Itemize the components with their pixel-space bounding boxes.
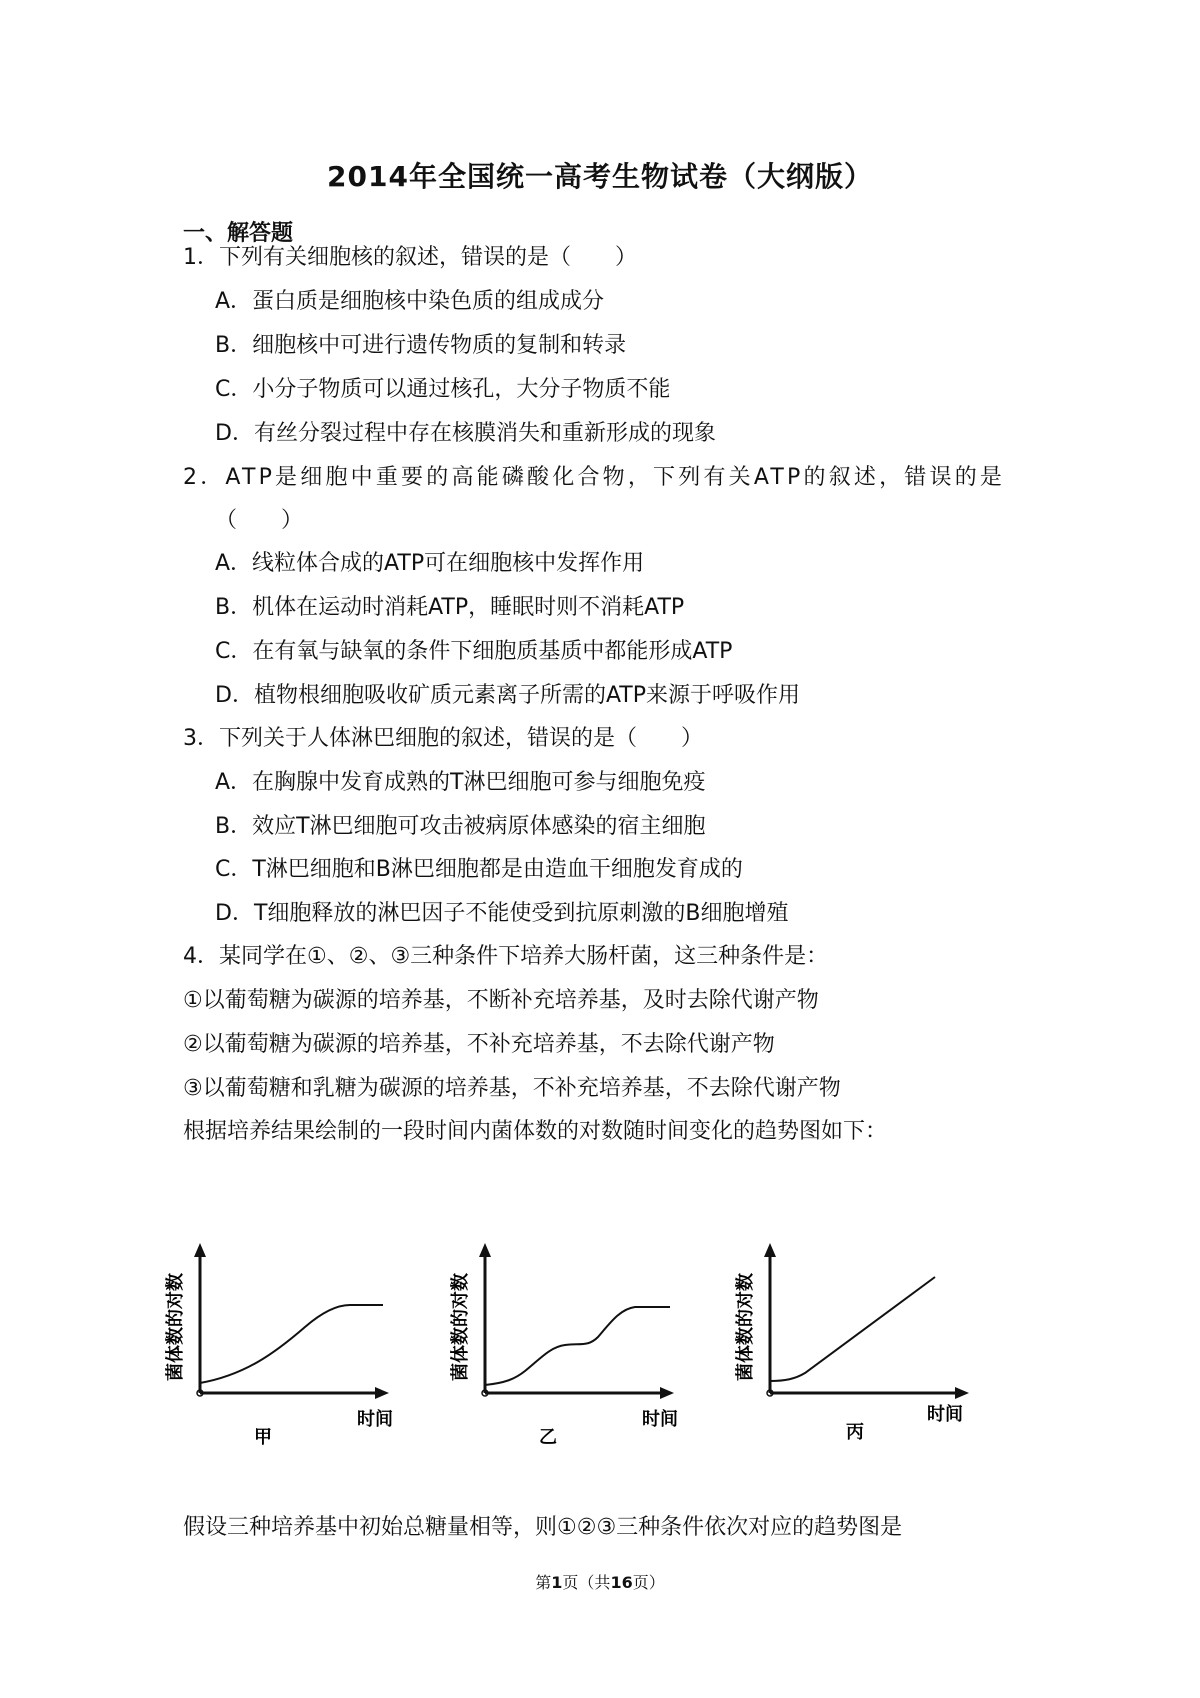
question-4-stem: 4．某同学在①、②、③三种条件下培养大肠杆菌，这三种条件是： [183, 944, 829, 969]
question-3-option-a: A．在胸腺中发育成熟的T淋巴细胞可参与细胞免疫 [215, 770, 706, 795]
footer-prefix: 第 [535, 1573, 552, 1592]
footer-middle: 页（共 [562, 1573, 611, 1592]
chart-caption: 乙 [539, 1427, 557, 1448]
page-footer [0, 1570, 1200, 1593]
question-4-condition-2: ②以葡萄糖为碳源的培养基，不补充培养基，不去除代谢产物 [183, 1032, 775, 1057]
footer-total-pages: 16 [610, 1573, 633, 1592]
y-axis-label: 菌体数的对数 [735, 1273, 756, 1381]
question-4-condition-1: ①以葡萄糖为碳源的培养基，不断补充培养基，及时去除代谢产物 [183, 988, 819, 1013]
question-2-option-b: B．机体在运动时消耗ATP，睡眠时则不消耗ATP [215, 595, 685, 620]
section-heading: 一、解答题 [183, 221, 294, 246]
chart-bing-svg [735, 1243, 1015, 1468]
chart-caption: 丙 [846, 1422, 864, 1443]
series-line [485, 1307, 670, 1385]
y-axis-label: 菌体数的对数 [450, 1273, 471, 1381]
x-axis-arrow [660, 1387, 674, 1399]
series-line [770, 1277, 935, 1381]
footer-page-number: 1 [551, 1573, 563, 1592]
chart-yi [450, 1243, 730, 1468]
question-2-stem-cont: （ ） [215, 508, 304, 533]
question-1-stem: 1．下列有关细胞核的叙述，错误的是（ ） [183, 245, 637, 270]
question-3-option-c: C．T淋巴细胞和B淋巴细胞都是由造血干细胞发育成的 [215, 857, 743, 882]
page-title: 2014年全国统一高考生物试卷（大纲版） [327, 160, 873, 193]
x-axis-arrow [375, 1387, 389, 1399]
question-3-option-b: B．效应T淋巴细胞可攻击被病原体感染的宿主细胞 [215, 814, 706, 839]
x-axis-label: 时间 [927, 1404, 963, 1425]
question-2-stem: 2．ATP是细胞中重要的高能磷酸化合物，下列有关ATP的叙述，错误的是 [183, 465, 1006, 490]
chart-caption: 甲 [254, 1427, 272, 1448]
question-2-option-d: D．植物根细胞吸收矿质元素离子所需的ATP来源于呼吸作用 [215, 683, 800, 708]
question-4-chart-intro: 根据培养结果绘制的一段时间内菌体数的对数随时间变化的趋势图如下： [183, 1119, 888, 1144]
question-1-option-d: D．有丝分裂过程中存在核膜消失和重新形成的现象 [215, 421, 716, 446]
y-axis-arrow [194, 1243, 206, 1257]
question-4-after-chart: 假设三种培养基中初始总糖量相等，则①②③三种条件依次对应的趋势图是 [183, 1515, 903, 1540]
question-4-condition-3: ③以葡萄糖和乳糖为碳源的培养基，不补充培养基，不去除代谢产物 [183, 1076, 841, 1101]
question-3-option-d: D．T细胞释放的淋巴因子不能使受到抗原刺激的B细胞增殖 [215, 901, 789, 926]
chart-jia [165, 1243, 445, 1468]
chart-bing [735, 1243, 1015, 1468]
question-1-option-a: A．蛋白质是细胞核中染色质的组成成分 [215, 289, 605, 314]
chart-jia-svg [165, 1243, 445, 1468]
question-1-option-b: B．细胞核中可进行遗传物质的复制和转录 [215, 333, 627, 358]
chart-yi-svg [450, 1243, 730, 1468]
series-line [200, 1305, 383, 1383]
x-axis-label: 时间 [357, 1409, 393, 1430]
question-1-option-c: C．小分子物质可以通过核孔，大分子物质不能 [215, 377, 671, 402]
footer-suffix: 页） [632, 1573, 665, 1592]
y-axis-arrow [764, 1243, 776, 1257]
x-axis-label: 时间 [642, 1409, 678, 1430]
question-2-option-c: C．在有氧与缺氧的条件下细胞质基质中都能形成ATP [215, 639, 733, 664]
x-axis-arrow [955, 1387, 969, 1399]
y-axis-arrow [479, 1243, 491, 1257]
question-3-stem: 3．下列关于人体淋巴细胞的叙述，错误的是（ ） [183, 726, 703, 751]
question-2-option-a: A．线粒体合成的ATP可在细胞核中发挥作用 [215, 551, 645, 576]
y-axis-label: 菌体数的对数 [165, 1273, 186, 1381]
